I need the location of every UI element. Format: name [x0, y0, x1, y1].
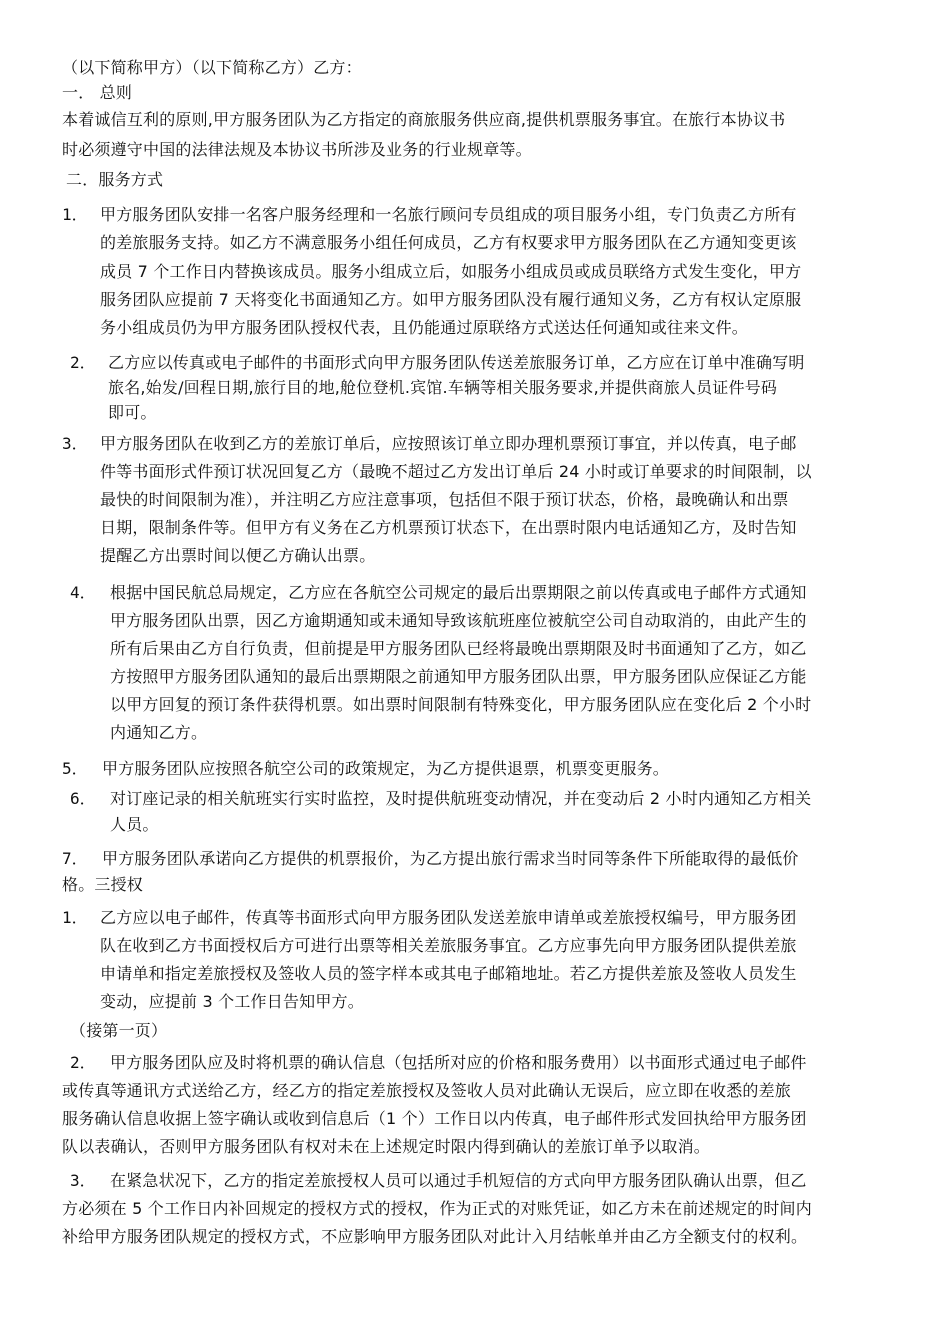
item-line: 或传真等通讯方式送给乙方，经乙方的指定差旅授权及签收人员对此确认无误后，应立即在收悉的差旅	[62, 1081, 792, 1100]
section-1-line: 本着诚信互利的原则,甲方服务团队为乙方指定的商旅服务供应商,提供机票服务事宜。在旅行本协议书	[62, 110, 786, 129]
item-line: 变动，应提前 3 个工作日告知甲方。	[100, 992, 364, 1011]
item-number: 5．	[62, 759, 88, 778]
item-line: 服务团队应提前 7 天将变化书面通知乙方。如甲方服务团队没有履行通知义务，乙方有权认定原服	[100, 290, 802, 309]
item-line: 对订座记录的相关航班实行实时监控，及时提供航班变动情况，并在变动后 2 小时内通知乙方相关	[110, 789, 812, 808]
item-number: 1．	[62, 205, 88, 224]
section-1-title: 一． 总则	[62, 83, 133, 102]
item-line: 的差旅服务支持。如乙方不满意服务小组任何成员，乙方有权要求甲方服务团队在乙方通知变更该	[100, 233, 797, 252]
item-line: 务小组成员仍为甲方服务团队授权代表，且仍能通过原联络方式送达任何通知或往来文件。	[100, 318, 749, 337]
item-line: 内通知乙方。	[110, 723, 208, 742]
item-line: 以甲方回复的预订条件获得机票。如出票时间限制有特殊变化，甲方服务团队应在变化后 2 个小时	[110, 695, 812, 714]
item-line: 最快的时间限制为准），并注明乙方应注意事项，包括但不限于预订状态，价格，最晚确认和出票	[100, 490, 789, 509]
item-line: 人员。	[110, 815, 159, 834]
item-number: 1．	[62, 908, 88, 927]
item-line: 方必须在 5 个工作日内补回规定的授权方式的授权，作为正式的对账凭证，如乙方未在前述规定的时间内	[62, 1199, 812, 1218]
item-line: 乙方应以传真或电子邮件的书面形式向甲方服务团队传送差旅服务订单，乙方应在订单中准确写明	[108, 353, 805, 372]
item-number: 2．	[70, 1053, 96, 1072]
item-line: 成员 7 个工作日内替换该成员。服务小组成立后，如服务小组成员或成员联络方式发生变化，甲方	[100, 262, 802, 281]
item-number: 6．	[70, 789, 96, 808]
item-number: 7．	[62, 849, 88, 868]
item-line: 甲方服务团队安排一名客户服务经理和一名旅行顾问专员组成的项目服务小组，专门负责乙方所有	[100, 205, 797, 224]
item-number: 2．	[70, 353, 96, 372]
section-2-title: 二．服务方式	[66, 170, 164, 189]
item-line: 所有后果由乙方自行负责，但前提是甲方服务团队已经将最晚出票期限及时书面通知了乙方，如乙	[110, 639, 807, 658]
item-line: 甲方服务团队出票，因乙方逾期通知或未通知导致该航班座位被航空公司自动取消的，由此产生的	[110, 611, 807, 630]
item-line: 旅名,始发/回程日期,旅行目的地,舱位登机.宾馆.车辆等相关服务要求,并提供商旅人员证件号码	[108, 378, 778, 397]
item-line: 即可。	[108, 403, 157, 422]
continued-note: （接第一页）	[70, 1021, 168, 1040]
item-line: 甲方服务团队承诺向乙方提供的机票报价，为乙方提出旅行需求当时同等条件下所能取得的最低价	[102, 849, 799, 868]
item-line: 甲方服务团队应按照各航空公司的政策规定，为乙方提供退票，机票变更服务。	[102, 759, 670, 778]
item-line: 提醒乙方出票时间以便乙方确认出票。	[100, 546, 376, 565]
header-line: （以下简称甲方）（以下简称乙方）乙方：	[62, 58, 362, 77]
item-number: 3．	[62, 434, 88, 453]
item-line: 队以表确认，否则甲方服务团队有权对未在上述规定时限内得到确认的差旅订单予以取消。	[62, 1137, 711, 1156]
item-line: 乙方应以电子邮件，传真等书面形式向甲方服务团队发送差旅申请单或差旅授权编号，甲方服务团	[100, 908, 797, 927]
item-number: 3．	[70, 1171, 96, 1190]
item-line: 甲方服务团队在收到乙方的差旅订单后，应按照该订单立即办理机票预订事宜，并以传真，电子邮	[100, 434, 797, 453]
item-line: 服务确认信息收据上签字确认或收到信息后（1 个）工作日以内传真，电子邮件形式发回执给甲方服务团	[62, 1109, 807, 1128]
item-line: 件等书面形式件预订状况回复乙方（最晚不超过乙方发出订单后 24 小时或订单要求的时间限制，以	[100, 462, 812, 481]
section-1-line: 时必须遵守中国的法律法规及本协议书所涉及业务的行业规章等。	[62, 140, 532, 159]
item-line: 补给甲方服务团队规定的授权方式，不应影响甲方服务团队对此计入月结帐单并由乙方全额支付的权利。	[62, 1227, 808, 1246]
item-line: 格。三授权	[62, 875, 144, 894]
item-line: 日期，限制条件等。但甲方有义务在乙方机票预订状态下，在出票时限内电话通知乙方，及时告知	[100, 518, 797, 537]
item-line: 甲方服务团队应及时将机票的确认信息（包括所对应的价格和服务费用）以书面形式通过电子邮件	[110, 1053, 807, 1072]
item-line: 队在收到乙方书面授权后方可进行出票等相关差旅服务事宜。乙方应事先向甲方服务团队提供差旅	[100, 936, 797, 955]
item-line: 根据中国民航总局规定，乙方应在各航空公司规定的最后出票期限之前以传真或电子邮件方式通知	[110, 583, 807, 602]
item-line: 方按照甲方服务团队通知的最后出票期限之前通知甲方服务团队出票，甲方服务团队应保证乙方能	[110, 667, 807, 686]
item-line: 在紧急状况下，乙方的指定差旅授权人员可以通过手机短信的方式向甲方服务团队确认出票，但乙	[110, 1171, 807, 1190]
item-number: 4．	[70, 583, 96, 602]
item-line: 申请单和指定差旅授权及签收人员的签字样本或其电子邮箱地址。若乙方提供差旅及签收人员发生	[100, 964, 797, 983]
